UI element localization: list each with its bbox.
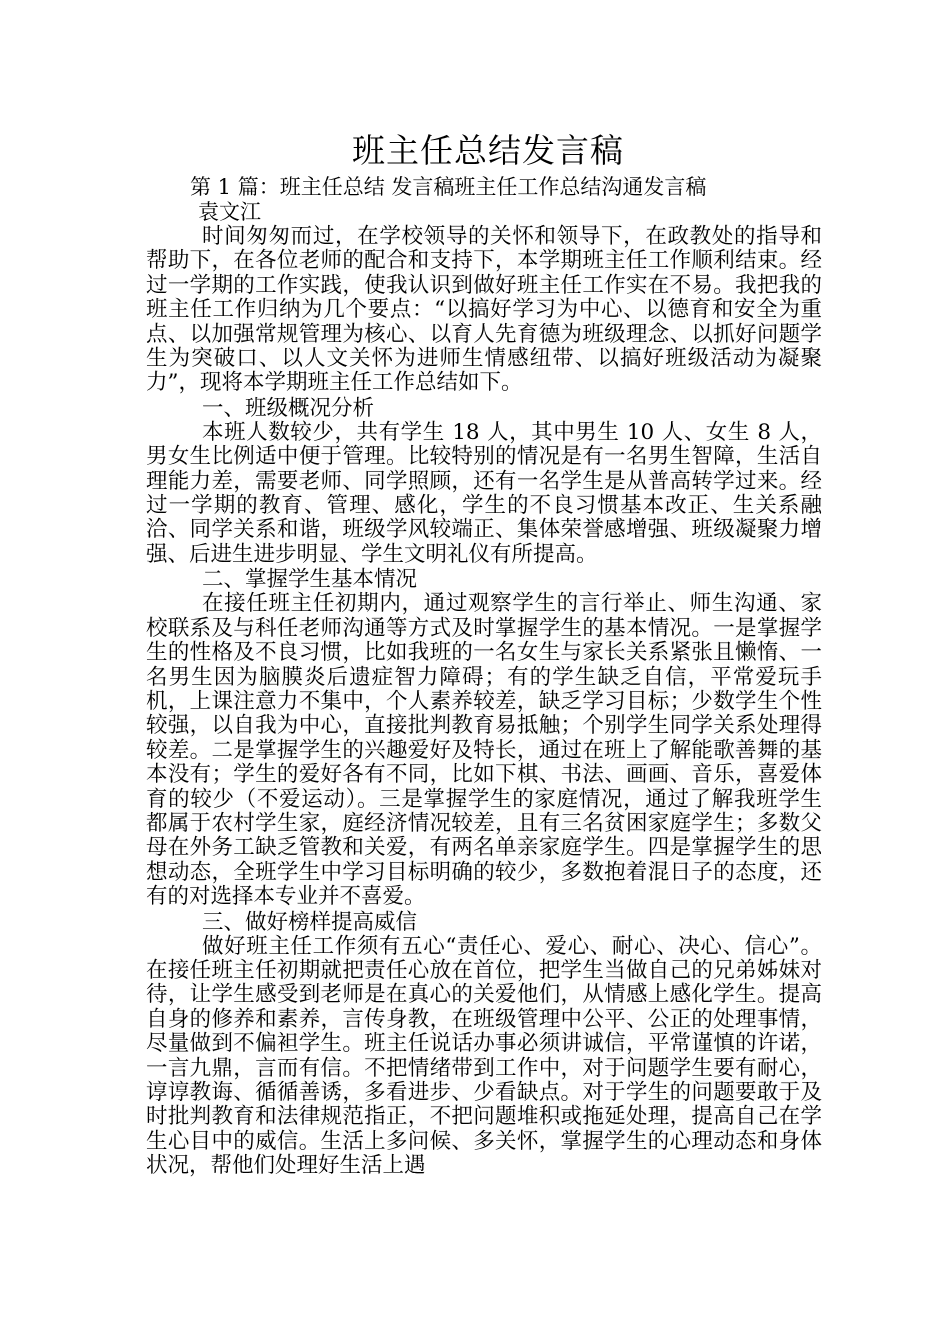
section-body-class-overview: 本班人数较少，共有学生 18 人，其中男生 10 人、女生 8 人，男女生比例适中便于管理。比较特别的情况是有一名男生智障，生活自理能力差，需要老师、同学照顾，还有一名学生是从普高转学过来。经过一学期的教育、管理、感化，学生的不良习惯基本改正、生关系融洽、同学关系和谐，班级学风较端正、集体荣誉感增强、班级凝聚力增强、后进生进步明显、学生文明礼仪有所提高。 (146, 419, 822, 567)
author-name: 袁文江 (198, 200, 261, 224)
section-body-student-info: 在接任班主任初期内，通过观察学生的言行举止、师生沟通、家校联系及与科任老师沟通等方式及时掌握学生的基本情况。一是掌握学生的性格及不良习惯，比如我班的一名女生与家长关系紧张且懒惰、一名男生因为脑膜炎后遗症智力障碍；有的学生缺乏自信，平常爱玩手机，上课注意力不集中，个人素养较差，缺乏学习目标；少数学生个性较强，以自我为中心，直接批判教育易抵触；个别学生同学关系处理得较差。二是掌握学生的兴趣爱好及特长，通过在班上了解能歌善舞的基本没有；学生的爱好各有不同，比如下棋、书法、画画、音乐，喜爱体育的较少（不爱运动）。三是掌握学生的家庭情况，通过了解我班学生都属于农村学生家，庭经济情况较差，且有三名贫困家庭学生；多数父母在外务工缺乏管教和关爱，有两名单亲家庭学生。四是掌握学生的思想动态，全班学生中学习目标明确的较少，多数抱着混日子的态度，还有的对选择本专业并不喜爱。 (146, 591, 822, 910)
intro-paragraph: 时间匆匆而过，在学校领导的关怀和领导下，在政教处的指导和帮助下，在各位老师的配合和支持下，本学期班主任工作顺利结束。经过一学期的工作实践，使我认识到做好班主任工作实在不易。我把我的班主任工作归纳为几个要点：“以搞好学习为中心、以德育和安全为重点、以加强常规管理为核心、以育人先育德为班级理念、以抓好问题学生为突破口、以人文关怀为进师生情感纽带、以搞好班级活动为凝聚力”，现将本学期班主任工作总结如下。 (146, 224, 822, 396)
section-body-role-model: 做好班主任工作须有五心“责任心、爱心、耐心、决心、信心”。在接任班主任初期就把责任心放在首位，把学生当做自己的兄弟姊妹对待，让学生感受到老师是在真心的关爱他们，从情感上感化学生。提高自身的修养和素养，言传身教，在班级管理中公平、公正的处理事情，尽量做到不偏袒学生。班主任说话办事必须讲诚信，平常谨慎的许诺，一言九鼎，言而有信。不把情绪带到工作中，对于问题学生要有耐心，谆谆教诲、循循善诱，多看进步、少看缺点。对于学生的问题要敢于及时批判教育和法律规范指正，不把问题堆积或拖延处理，提高自己在学生心目中的威信。生活上多问候、多关怀，掌握学生的心理动态和身体状况，帮他们处理好生活上遇 (146, 933, 822, 1179)
document-title: 班主任总结发言稿 (352, 131, 624, 170)
section-heading-class-overview: 一、班级概况分析 (202, 395, 375, 421)
document-page (146, 128, 822, 1179)
section-heading-role-model: 三、做好榜样提高威信 (202, 909, 418, 935)
section-heading-student-info: 二、掌握学生基本情况 (202, 567, 418, 593)
document-subtitle: 第 1 篇：班主任总结 发言稿班主任工作总结沟通发言稿 (190, 175, 707, 199)
